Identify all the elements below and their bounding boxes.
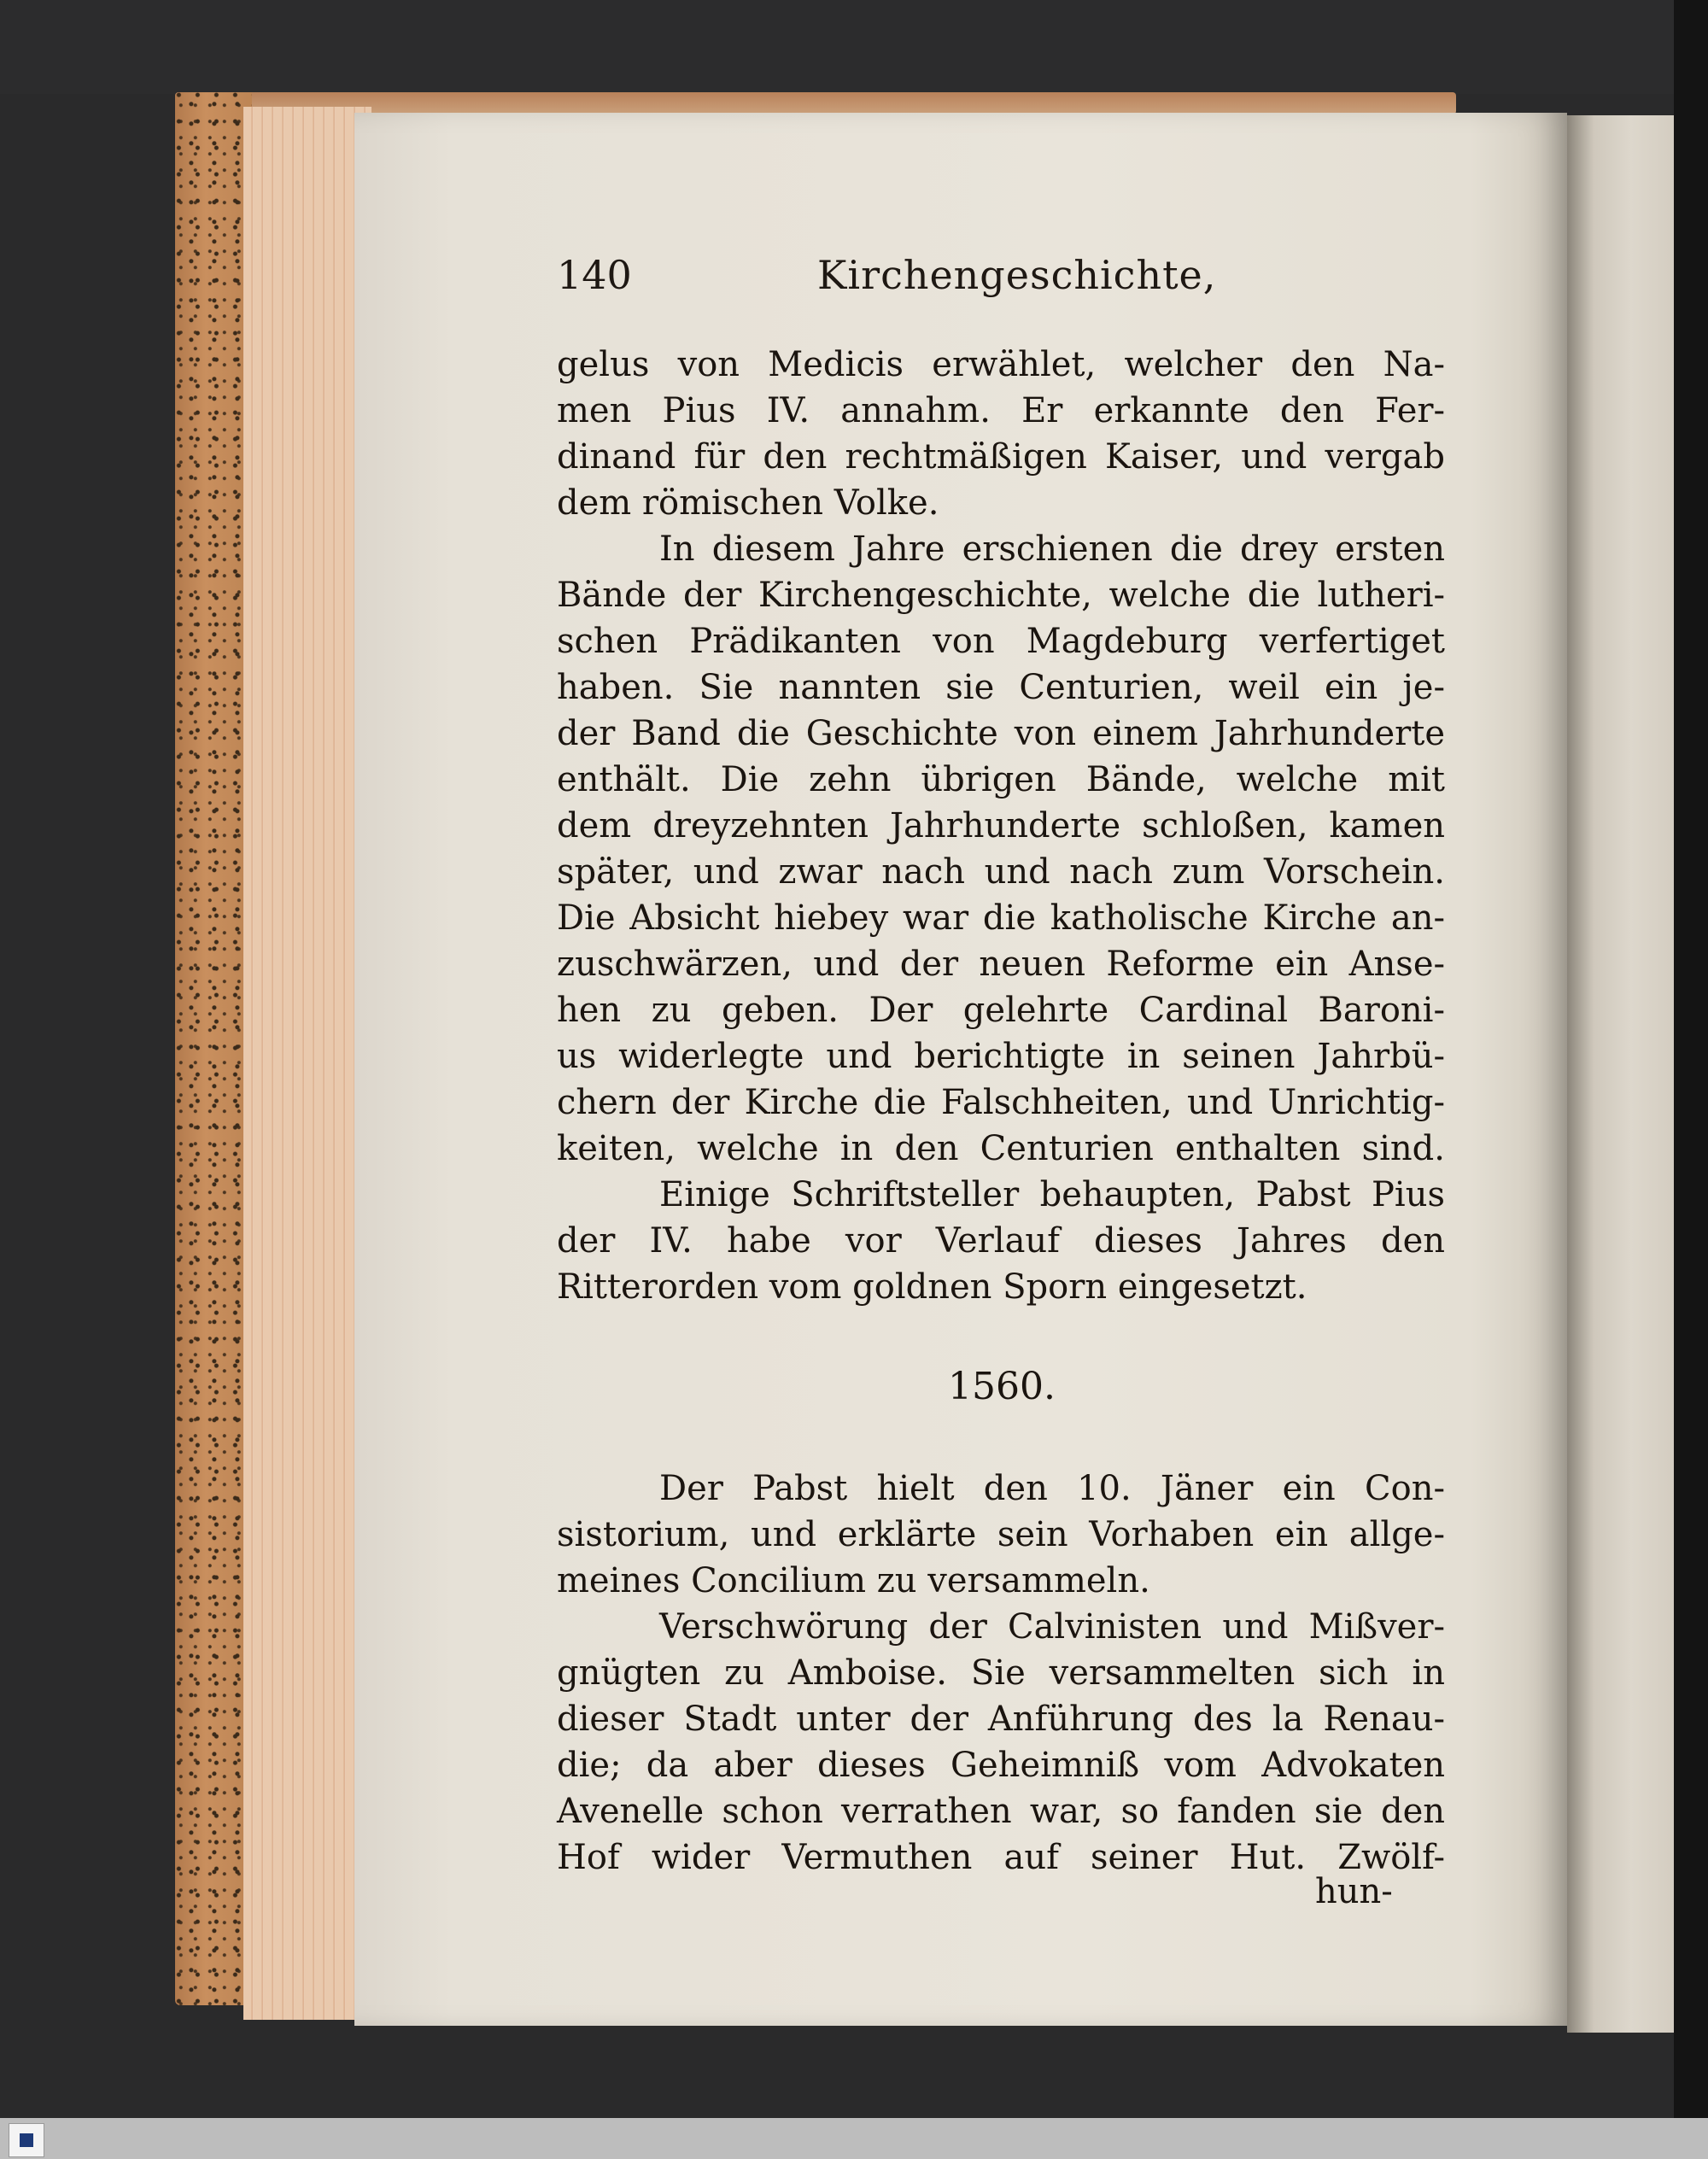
logo-mark [20,2133,33,2147]
text-line: die; da aber dieses Geheimniß vom Advokaten [557,1746,1445,1785]
page-stack [243,107,371,2020]
text-line: Ritterorden vom goldnen Sporn eingesetzt. [557,1267,1307,1307]
page-number: 140 [557,252,632,298]
text-line: Bände der Kirchengeschichte, welche die lutheri- [557,576,1445,615]
text-line: der IV. habe vor Verlauf dieses Jahres den [557,1221,1445,1261]
text-line: schen Prädikanten von Magdeburg verfertiget [557,622,1445,661]
backdrop [0,0,1708,94]
text-line: Verschwörung der Calvinisten und Mißver- [659,1607,1445,1647]
text-line: zuschwärzen, und der neuen Reforme ein Anse- [557,945,1445,984]
text-block-1 [557,342,1445,1310]
text-line: Der Pabst hielt den 10. Jäner ein Con- [659,1469,1445,1508]
text-line: chern der Kirche die Falschheiten, und Unrichtig- [557,1083,1445,1122]
running-title: Kirchengeschichte, [817,252,1217,298]
facing-page [1567,115,1674,2033]
viewer-bottom-bar [0,2118,1708,2159]
text-line: Die Absicht hiebey war die katholische Kirche an- [557,898,1445,938]
text-line: der Band die Geschichte von einem Jahrhunderte [557,714,1445,753]
year-heading: 1560. [948,1365,1056,1408]
text-line: dieser Stadt unter der Anführung des la Renau- [557,1700,1445,1739]
text-line: dem dreyzehnten Jahrhunderte schloßen, kamen [557,806,1445,845]
text-line: später, und zwar nach und nach zum Vorschein. [557,852,1445,892]
catchword: hun- [1315,1872,1393,1911]
text-line: meines Concilium zu versammeln. [557,1561,1150,1600]
text-block-2 [557,1466,1445,1881]
text-line: Einige Schriftsteller behaupten, Pabst Pius [659,1175,1445,1214]
library-logo-icon [9,2123,44,2157]
marbled-fore-edge [175,92,252,2005]
page-header [557,252,1445,303]
text-line: Avenelle schon verrathen war, so fanden sie den [557,1792,1445,1831]
text-line: Hof wider Vermuthen auf seiner Hut. Zwölf- [557,1838,1445,1877]
text-line: dem römischen Volke. [557,483,939,523]
text-line: us widerlegte und berichtigte in seinen Jahrbü- [557,1037,1445,1076]
text-line: keiten, welche in den Centurien enthalten sind. [557,1129,1445,1168]
text-line: sistorium, und erklärte sein Vorhaben ein allge- [557,1515,1445,1554]
text-line: In diesem Jahre erschienen die drey ersten [659,530,1445,569]
text-line: dinand für den rechtmäßigen Kaiser, und vergab [557,437,1445,477]
text-line: men Pius IV. annahm. Er erkannte den Fer- [557,391,1445,430]
text-line: haben. Sie nannten sie Centurien, weil ein je- [557,668,1445,707]
text-line: gelus von Medicis erwählet, welcher den Na- [557,345,1445,384]
text-line: enthält. Die zehn übrigen Bände, welche mit [557,760,1445,799]
text-line: gnügten zu Amboise. Sie versammelten sich in [557,1653,1445,1693]
text-line: hen zu geben. Der gelehrte Cardinal Baroni- [557,991,1445,1030]
scan-edge-dark [1674,0,1708,2118]
